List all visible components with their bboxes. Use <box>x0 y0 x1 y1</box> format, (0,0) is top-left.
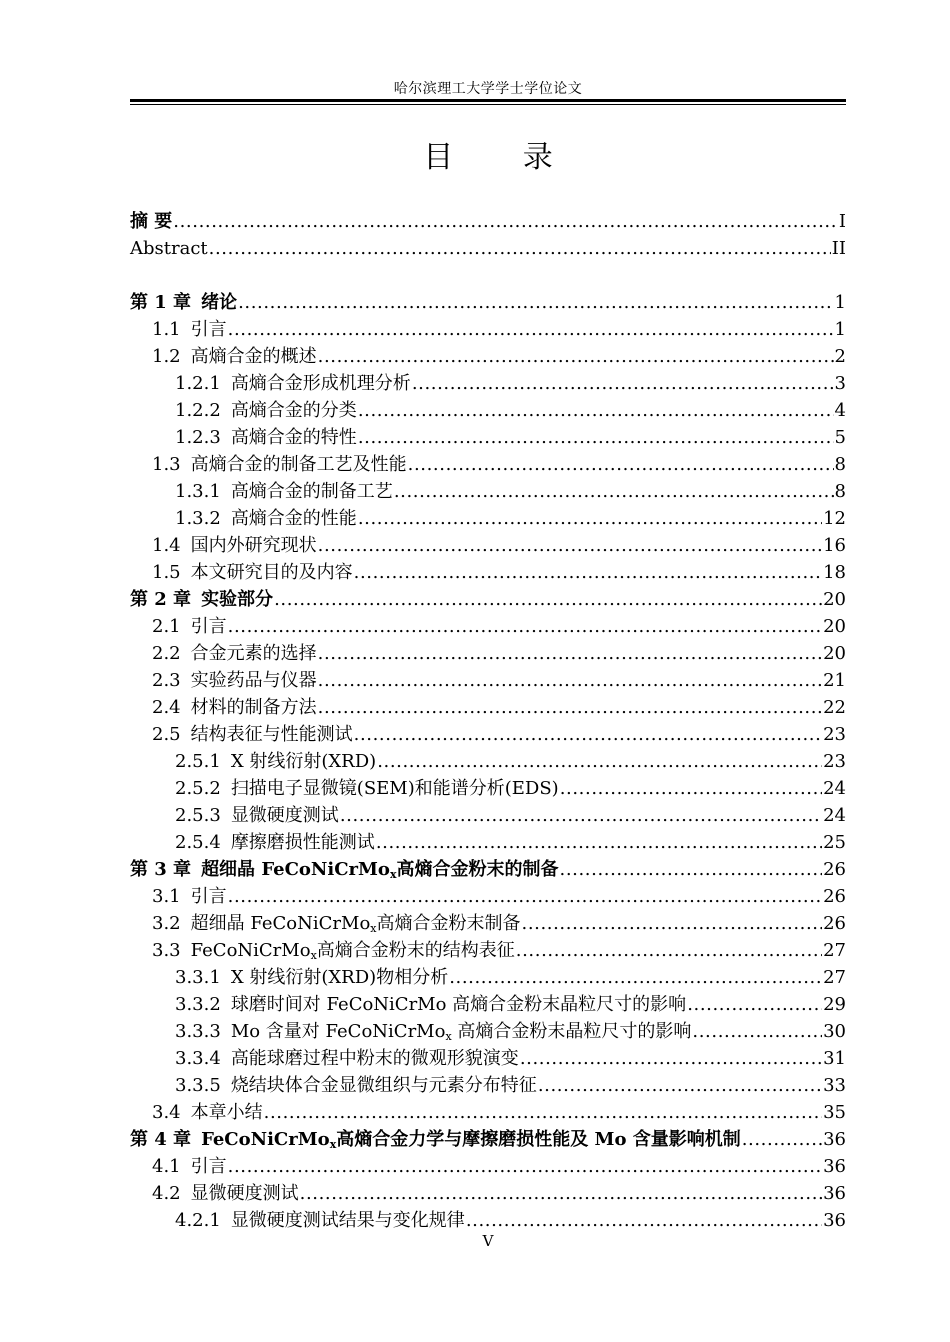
toc-entry-label <box>152 559 353 586</box>
toc-entry[interactable] <box>130 316 846 343</box>
toc-entry-label <box>152 1180 299 1207</box>
toc-entry-label <box>152 910 521 937</box>
toc-entry-number: 3.3.5 <box>175 1075 221 1096</box>
toc-entry-page: 36 <box>823 1156 846 1177</box>
toc-entry[interactable] <box>130 775 846 802</box>
dot-leader <box>318 343 834 370</box>
toc-entry-label <box>130 586 273 613</box>
toc-entry-page: 31 <box>823 1048 846 1069</box>
toc-entry-number: 2.5.4 <box>175 832 221 853</box>
toc-entry-page: 12 <box>823 508 846 529</box>
dot-leader <box>228 883 822 910</box>
toc-entry-label <box>175 991 686 1018</box>
toc-entry-title: 高熵合金的制备工艺及性能 <box>190 454 407 475</box>
dot-leader <box>274 586 822 613</box>
toc-entry-title: 引言 <box>190 616 227 637</box>
toc-entry-title-cont: 高熵合金粉末的制备 <box>396 859 559 880</box>
toc-entry-title: 材料的制备方法 <box>190 697 317 718</box>
toc-entry-title: X 射线衍射(XRD)物相分析 <box>230 967 449 988</box>
toc-spacer <box>130 262 846 289</box>
toc-entry-label <box>175 478 393 505</box>
toc-entry-label <box>175 775 559 802</box>
toc-entry-page: 29 <box>823 994 846 1015</box>
toc-entry-number: 3.4 <box>152 1102 181 1123</box>
dot-leader <box>228 1153 822 1180</box>
toc-entry-title: FeCoNiCrMo <box>201 1129 330 1150</box>
toc-entry-number: 2.4 <box>152 697 181 718</box>
dot-leader <box>358 424 834 451</box>
toc-entry-number: 2.5 <box>152 724 181 745</box>
dot-leader <box>318 532 822 559</box>
toc-entry-number: 1.3.1 <box>175 481 221 502</box>
toc-entry-page: 36 <box>823 1183 846 1204</box>
dot-leader <box>538 1072 822 1099</box>
toc-entry-abstract-en[interactable] <box>130 235 846 262</box>
toc-entry-title: 引言 <box>190 1156 227 1177</box>
toc-entry-number: 3.3.1 <box>175 967 221 988</box>
toc-entry-number: 1.1 <box>152 319 181 340</box>
toc-entry-title-cont: 高熵合金粉末制备 <box>376 913 521 934</box>
dot-leader <box>394 478 834 505</box>
toc-entry-page: 18 <box>823 562 846 583</box>
toc-entry-label <box>175 505 357 532</box>
toc-entry-label <box>152 343 317 370</box>
toc-entry-page: 1 <box>834 319 846 340</box>
toc-entry[interactable] <box>130 559 846 586</box>
toc-entry-page: 21 <box>823 670 846 691</box>
toc-entry-number: 第 3 章 <box>130 859 192 880</box>
toc-entry[interactable] <box>130 289 846 316</box>
toc-entry-title: 高熵合金的性能 <box>230 508 357 529</box>
toc-entry[interactable] <box>130 532 846 559</box>
toc-entry-title: 合金元素的选择 <box>190 643 317 664</box>
dot-leader <box>340 802 822 829</box>
toc-entry-title: 国内外研究现状 <box>190 535 317 556</box>
dot-leader <box>354 559 822 586</box>
toc-entry-number: 第 2 章 <box>130 589 192 610</box>
dot-leader <box>520 1045 822 1072</box>
toc-entry[interactable] <box>130 694 846 721</box>
toc-entry[interactable] <box>130 370 846 397</box>
toc-entry[interactable] <box>130 883 846 910</box>
toc-entry-title: 实验药品与仪器 <box>190 670 317 691</box>
toc-entry-label <box>152 1153 227 1180</box>
subscript: x <box>329 1138 337 1151</box>
toc-entry-number: 3.3.4 <box>175 1048 221 1069</box>
dot-leader <box>692 1018 822 1045</box>
dot-leader <box>742 1126 822 1153</box>
toc-entry-title: 显微硬度测试结果与变化规律 <box>230 1210 465 1231</box>
dot-leader <box>228 316 834 343</box>
toc-entry-page: 27 <box>823 967 846 988</box>
toc-entry-title: 烧结块体合金显微组织与元素分布特征 <box>230 1075 537 1096</box>
toc-entry-page: 4 <box>834 400 846 421</box>
dot-leader <box>376 829 822 856</box>
toc-entry[interactable] <box>130 829 846 856</box>
toc-entry-title: 超细晶 FeCoNiCrMo <box>190 913 371 934</box>
dot-leader <box>318 640 822 667</box>
dot-leader <box>560 856 823 883</box>
toc-entry-title: Mo 含量对 FeCoNiCrMo <box>230 1021 446 1042</box>
toc-entry[interactable] <box>130 478 846 505</box>
dot-leader <box>687 991 822 1018</box>
toc-entry-page: 25 <box>823 832 846 853</box>
toc-entry[interactable] <box>130 1072 846 1099</box>
toc-entry-page: 16 <box>823 535 846 556</box>
toc-entry-label <box>152 721 353 748</box>
toc-entry[interactable] <box>130 343 846 370</box>
toc-entry-number: 3.3.3 <box>175 1021 221 1042</box>
toc-entry-label <box>152 613 227 640</box>
toc-entry-number: 1.5 <box>152 562 181 583</box>
toc-entry-number: 2.3 <box>152 670 181 691</box>
toc-entry-title: 高熵合金形成机理分析 <box>230 373 411 394</box>
toc-entry-title: 扫描电子显微镜(SEM)和能谱分析(EDS) <box>230 778 559 799</box>
toc-entry-page: 24 <box>823 805 846 826</box>
header-rule-thin <box>130 104 846 105</box>
toc-entry-label <box>130 289 237 316</box>
toc-entry-number: 2.5.3 <box>175 805 221 826</box>
toc-entry-page: 5 <box>834 427 846 448</box>
toc-entry-title: 绪论 <box>201 292 238 313</box>
toc-entry-label <box>130 856 559 883</box>
toc-entry[interactable] <box>130 721 846 748</box>
toc-entry[interactable] <box>130 910 846 937</box>
toc-entry-title: 显微硬度测试 <box>190 1183 299 1204</box>
toc-entry-label <box>175 829 375 856</box>
toc-entry-title: 高熵合金的制备工艺 <box>230 481 393 502</box>
toc-entry-page: 30 <box>823 1021 846 1042</box>
toc-entry[interactable] <box>130 667 846 694</box>
toc-entry-number: 第 4 章 <box>130 1129 192 1150</box>
toc-entry-title-cont: 高熵合金粉末的结构表征 <box>316 940 515 961</box>
toc-entry-label <box>152 451 407 478</box>
toc-entries <box>130 289 846 1234</box>
toc-entry-page: 24 <box>823 778 846 799</box>
dot-leader <box>354 721 822 748</box>
subscript: x <box>445 1030 452 1043</box>
toc-entry-label <box>175 370 411 397</box>
toc-entry-label <box>152 1099 263 1126</box>
toc-entry-label <box>175 748 376 775</box>
toc-entry-title: FeCoNiCrMo <box>190 940 311 961</box>
dot-leader <box>466 1207 822 1234</box>
toc-entry-title: 摩擦磨损性能测试 <box>230 832 375 853</box>
toc-entry[interactable] <box>130 397 846 424</box>
toc-entry-label <box>152 883 227 910</box>
toc-entry-label <box>152 694 317 721</box>
toc-entry-title: X 射线衍射(XRD) <box>230 751 377 772</box>
toc-entry-label <box>175 424 357 451</box>
toc-entry-title: 高熵合金的概述 <box>190 346 317 367</box>
toc-entry[interactable] <box>130 748 846 775</box>
toc-entry-number: 3.1 <box>152 886 181 907</box>
toc-entry-page: 36 <box>823 1210 846 1231</box>
table-of-contents <box>130 208 846 1234</box>
dot-leader <box>412 370 834 397</box>
toc-entry-title-cont: 高熵合金力学与摩擦磨损性能及 Mo 含量影响机制 <box>336 1129 741 1150</box>
toc-entry-title: 本文研究目的及内容 <box>190 562 353 583</box>
dot-leader <box>300 1180 822 1207</box>
toc-entry-label <box>175 1072 537 1099</box>
toc-entry-number: 2.5.1 <box>175 751 221 772</box>
toc-entry[interactable] <box>130 1099 846 1126</box>
toc-entry-page: 35 <box>823 1102 846 1123</box>
toc-entry[interactable] <box>130 802 846 829</box>
toc-entry-title: 高熵合金的分类 <box>230 400 357 421</box>
toc-entry-page: 26 <box>823 913 846 934</box>
toc-entry[interactable] <box>130 586 846 613</box>
toc-entry-number: 1.2 <box>152 346 181 367</box>
toc-entry-number: 1.4 <box>152 535 181 556</box>
toc-entry-label: 摘 要 <box>130 211 173 232</box>
toc-entry-label <box>152 667 317 694</box>
toc-entry-page: 8 <box>834 481 846 502</box>
toc-entry-title: 超细晶 FeCoNiCrMo <box>201 859 390 880</box>
toc-entry-number: 2.5.2 <box>175 778 221 799</box>
toc-entry[interactable] <box>130 424 846 451</box>
toc-entry-number: 第 1 章 <box>130 292 192 313</box>
dot-leader <box>516 937 822 964</box>
toc-entry-number: 3.2 <box>152 913 181 934</box>
toc-entry[interactable] <box>130 1153 846 1180</box>
toc-entry[interactable] <box>130 1018 846 1045</box>
toc-entry-label <box>152 532 317 559</box>
toc-entry-page: 27 <box>823 940 846 961</box>
toc-entry-page: 3 <box>834 373 846 394</box>
dot-leader <box>209 235 831 262</box>
toc-entry[interactable] <box>130 856 846 883</box>
dot-leader <box>358 397 834 424</box>
toc-entry-number: 1.3 <box>152 454 181 475</box>
toc-entry-number: 1.3.2 <box>175 508 221 529</box>
toc-entry-page: 8 <box>834 454 846 475</box>
toc-entry-title: 高能球磨过程中粉末的微观形貌演变 <box>230 1048 519 1069</box>
header-rule-thick <box>130 99 846 102</box>
toc-entry[interactable] <box>130 1207 846 1234</box>
dot-leader <box>560 775 822 802</box>
toc-entry[interactable] <box>130 613 846 640</box>
toc-entry-number: 1.2.3 <box>175 427 221 448</box>
toc-entry-label <box>175 1018 691 1045</box>
running-header: 哈尔滨理工大学学士学位论文 <box>393 81 583 97</box>
toc-entry-number: 4.2.1 <box>175 1210 221 1231</box>
toc-entry-title: 引言 <box>190 886 227 907</box>
toc-entry-number: 1.2.2 <box>175 400 221 421</box>
toc-entry-page: 36 <box>823 1129 846 1150</box>
toc-entry-title: 结构表征与性能测试 <box>190 724 353 745</box>
toc-entry-label <box>152 316 227 343</box>
toc-entry-page: 20 <box>823 643 846 664</box>
subscript: x <box>370 922 377 935</box>
toc-entry-page: 33 <box>823 1075 846 1096</box>
dot-leader <box>318 667 822 694</box>
toc-entry[interactable] <box>130 964 846 991</box>
toc-entry-page: 22 <box>823 697 846 718</box>
toc-entry-label <box>152 937 515 964</box>
toc-entry[interactable] <box>130 1126 846 1153</box>
toc-entry-page: 2 <box>834 346 846 367</box>
dot-leader <box>358 505 822 532</box>
toc-entry-label <box>175 964 448 991</box>
toc-entry-label <box>175 1207 465 1234</box>
dot-leader <box>377 748 822 775</box>
toc-entry-label <box>130 1126 741 1153</box>
toc-entry-number: 3.3 <box>152 940 181 961</box>
toc-entry-abstract-cn[interactable] <box>130 208 846 235</box>
dot-leader <box>318 694 822 721</box>
toc-entry[interactable] <box>130 640 846 667</box>
toc-entry-number: 3.3.2 <box>175 994 221 1015</box>
toc-entry-label <box>175 802 339 829</box>
dot-leader <box>408 451 834 478</box>
toc-entry-title: 球磨时间对 FeCoNiCrMo 高熵合金粉末晶粒尺寸的影响 <box>230 994 687 1015</box>
toc-entry[interactable] <box>130 937 846 964</box>
toc-entry-title: 本章小结 <box>190 1102 263 1123</box>
toc-entry[interactable] <box>130 1180 846 1207</box>
toc-entry-number: 1.2.1 <box>175 373 221 394</box>
toc-entry-number: 2.2 <box>152 643 181 664</box>
dot-leader <box>238 289 833 316</box>
toc-entry[interactable] <box>130 451 846 478</box>
dot-leader <box>449 964 822 991</box>
toc-entry-title: 引言 <box>190 319 227 340</box>
subscript: x <box>389 868 397 881</box>
page-title: 目 录 <box>423 140 583 175</box>
toc-entry-title-cont: 高熵合金粉末晶粒尺寸的影响 <box>451 1021 692 1042</box>
toc-entry-title: 显微硬度测试 <box>230 805 339 826</box>
toc-entry-label: Abstract <box>130 238 208 259</box>
toc-entry-page: 26 <box>823 859 846 880</box>
toc-entry[interactable] <box>130 991 846 1018</box>
dot-leader <box>173 208 838 235</box>
toc-entry-page: 23 <box>823 751 846 772</box>
toc-entry-number: 4.2 <box>152 1183 181 1204</box>
toc-entry[interactable] <box>130 1045 846 1072</box>
toc-entry-number: 4.1 <box>152 1156 181 1177</box>
toc-entry-label <box>175 397 357 424</box>
toc-entry-page: 23 <box>823 724 846 745</box>
toc-entry-page: 20 <box>823 616 846 637</box>
toc-entry-label <box>152 640 317 667</box>
dot-leader <box>522 910 823 937</box>
toc-entry-page: II <box>831 238 846 259</box>
subscript: x <box>310 949 317 962</box>
toc-entry-page: 1 <box>834 292 846 313</box>
toc-entry-label <box>175 1045 519 1072</box>
toc-entry-page: I <box>838 211 846 232</box>
dot-leader <box>228 613 822 640</box>
toc-entry-title: 实验部分 <box>201 589 274 610</box>
page-number: V <box>482 1232 494 1250</box>
toc-entry-title: 高熵合金的特性 <box>230 427 357 448</box>
dot-leader <box>264 1099 822 1126</box>
toc-entry[interactable] <box>130 505 846 532</box>
toc-entry-number: 2.1 <box>152 616 181 637</box>
toc-entry-page: 26 <box>823 886 846 907</box>
toc-entry-page: 20 <box>823 589 846 610</box>
